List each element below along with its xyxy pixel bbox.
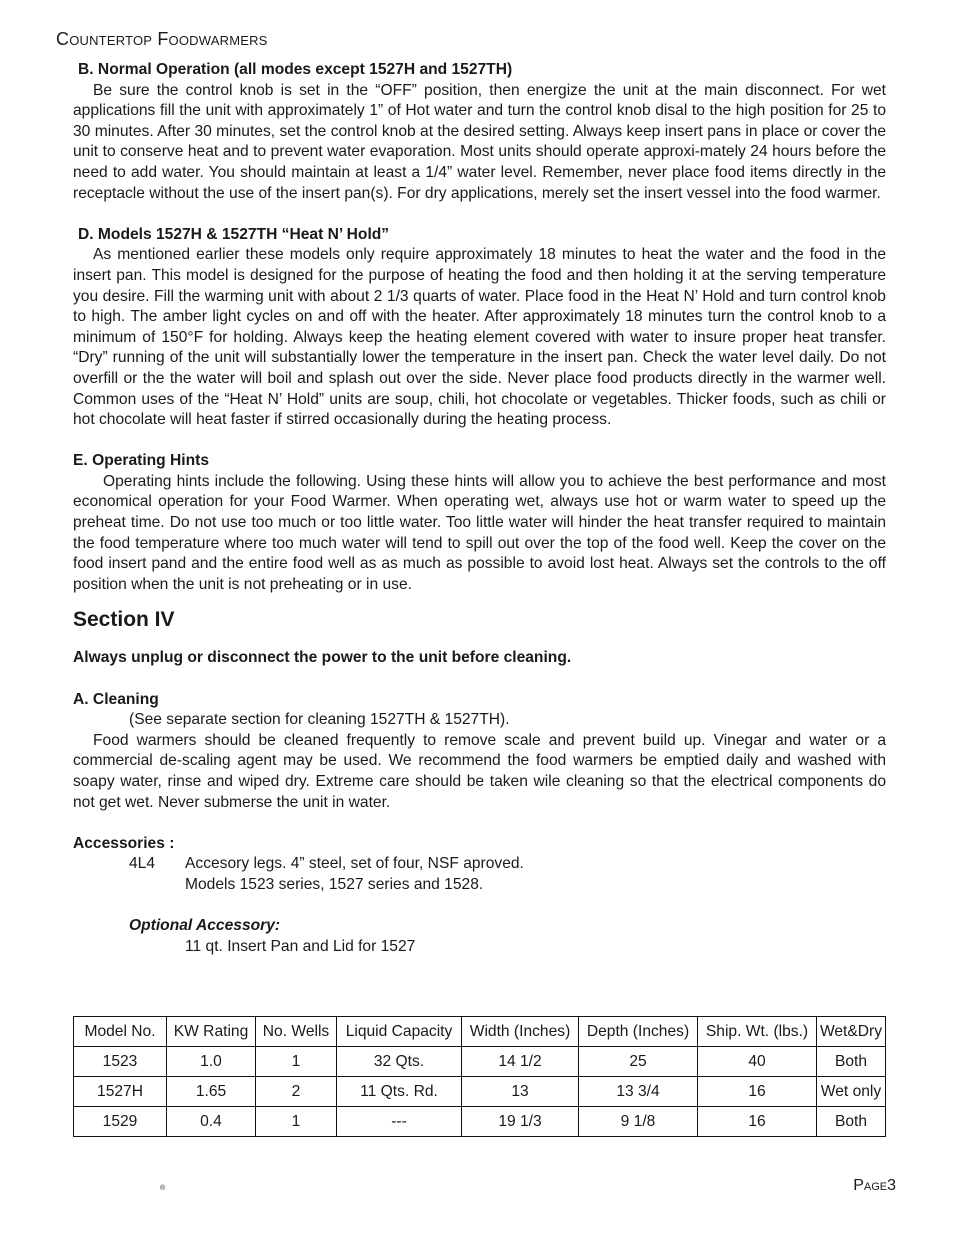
table-cell: 32 Qts.: [337, 1047, 462, 1077]
accessory-item: [129, 854, 886, 875]
table-cell: 2: [256, 1077, 337, 1107]
table-header-cell: Ship. Wt. (lbs.): [698, 1017, 817, 1047]
optional-accessory-heading: Optional Accessory:: [129, 917, 281, 935]
table-cell: 9 1/8: [579, 1107, 698, 1137]
cleaning-text: Food warmers should be cleaned frequently to remove scale and prevent build up. Vinegar and water or a commercial de-scaling agent may be used. We recommend the food warmers be emptied daily and washed with soapy water, rinse and wiped dry. Extreme care should be taken wile cleaning so that the electrical components do not get wet. Never submerse the unit in water.: [73, 731, 886, 811]
table-cell: 13 3/4: [579, 1077, 698, 1107]
table-cell: 25: [579, 1047, 698, 1077]
table-header-cell: No. Wells: [256, 1017, 337, 1047]
section-e-heading: E. Operating Hints: [73, 452, 210, 470]
table-cell: 16: [698, 1077, 817, 1107]
table-row: [74, 1047, 886, 1077]
page-body: [73, 60, 886, 957]
table-header-cell: KW Rating: [167, 1017, 256, 1047]
section-iv-title: Section IV: [73, 608, 175, 632]
section-e-text: Operating hints include the following. Using these hints will allow you to achieve the best performance and most economical operation for your Food Warmer. When operating wet, always use hot or warm water to speed up the preheat time. Do not use too much or too little water. Too little water will hinder the heat transfer required to maintain the food temperature where too much water will tend to spill out over the top of the food well. Keep the cover on the food insert pand and the entire food well as as much as possible to avoid lost heat. Always set the controls to the off position when the unit is not preheating or in use.: [73, 472, 886, 593]
table-cell: ---: [337, 1107, 462, 1137]
section-b-text: Be sure the control knob is set in the “OFF” position, then energize the unit at the main disconnect. For wet applications fill the unit with approximately 1” of Hot water and turn the control knob disal to the high position for 25 to 30 minutes. After 30 minutes, set the control knob at the desired setting. Always keep insert pans in place or cover the unit to conserve heat and to prevent water evaporation. Most units should operate approxi-mately 24 hours before the need to add water. You should maintain at least a 1/4” water level. Remember, never place food items directly in the receptacle without the use of the insert pan(s). For dry applications, merely set the insert vessel into the food warmer.: [73, 81, 886, 202]
table-header-cell: Depth (Inches): [579, 1017, 698, 1047]
table-cell: Both: [817, 1107, 886, 1137]
table-header-cell: Wet&Dry: [817, 1017, 886, 1047]
specifications-table: [73, 1016, 886, 1137]
table-cell: 19 1/3: [462, 1107, 579, 1137]
table-header-cell: Liquid Capacity: [337, 1017, 462, 1047]
section-b-heading: B. Normal Operation (all modes except 1527H and 1527TH): [78, 61, 513, 78]
table-cell: 1529: [74, 1107, 167, 1137]
table-cell: 11 Qts. Rd.: [337, 1077, 462, 1107]
optional-accessory-item: 11 qt. Insert Pan and Lid for 1527: [185, 937, 416, 955]
table-cell: 13: [462, 1077, 579, 1107]
table-cell: 1523: [74, 1047, 167, 1077]
table-cell: 1: [256, 1047, 337, 1077]
accessory-code: 4L4: [129, 855, 156, 873]
table-header-cell: Model No.: [74, 1017, 167, 1047]
section-d-text: As mentioned earlier these models only require approximately 18 minutes to heat the water and the food in the insert pan. This model is designed for the purpose of heating the food and then holding it at the serving temperature you desire. Fill the warming unit with about 2 1/3 quarts of water. Place food in the Heat N’ Hold and turn control knob to high. The amber light cycles on and off with the heater. After approximately 18 minutes turn the control knob to a minimum of 150°F for holding. Always keep the heating element covered with water to insure proper heat transfer. “Dry” running of the unit will substantially lower the temperature in the insert pan. Check the water level daily. Do not overfill or the the water will boil and splash out over the side. Never place food products directly in the warmer well. Common uses of the “Heat N’ Hold” units are soup, chili, hot chocolate or vegetables. Thicker foods, such as chili or hot chocolate will heat faster if stirred occasionally during the heating process.: [73, 246, 886, 429]
section-d-heading: D. Models 1527H & 1527TH “Heat N’ Hold”: [78, 225, 390, 243]
table-cell: 0.4: [167, 1107, 256, 1137]
table-cell: 40: [698, 1047, 817, 1077]
table-cell: 14 1/2: [462, 1047, 579, 1077]
table-row: [74, 1107, 886, 1137]
accessories-heading: Accessories :: [73, 834, 175, 852]
table-cell: Wet only: [817, 1077, 886, 1107]
table-cell: 16: [698, 1107, 817, 1137]
unplug-warning: Always unplug or disconnect the power to the unit before cleaning.: [73, 649, 572, 667]
table-header-row: [74, 1017, 886, 1047]
table-cell: 1.0: [167, 1047, 256, 1077]
table-cell: 1527H: [74, 1077, 167, 1107]
table-row: [74, 1077, 886, 1107]
page-number: Page3: [853, 1177, 896, 1194]
table-cell: 1: [256, 1107, 337, 1137]
table-cell: Both: [817, 1047, 886, 1077]
accessory-description: Accesory legs. 4” steel, set of four, NSF aproved.: [185, 855, 524, 873]
table-cell: 1.65: [167, 1077, 256, 1107]
running-header: Countertop Foodwarmers: [56, 29, 268, 49]
table-header-cell: Width (Inches): [462, 1017, 579, 1047]
registered-mark: ®: [160, 1185, 166, 1192]
cleaning-heading: A. Cleaning: [73, 690, 159, 708]
accessory-description-2: Models 1523 series, 1527 series and 1528.: [185, 875, 484, 893]
cleaning-note: (See separate section for cleaning 1527TH & 1527TH).: [129, 711, 510, 729]
